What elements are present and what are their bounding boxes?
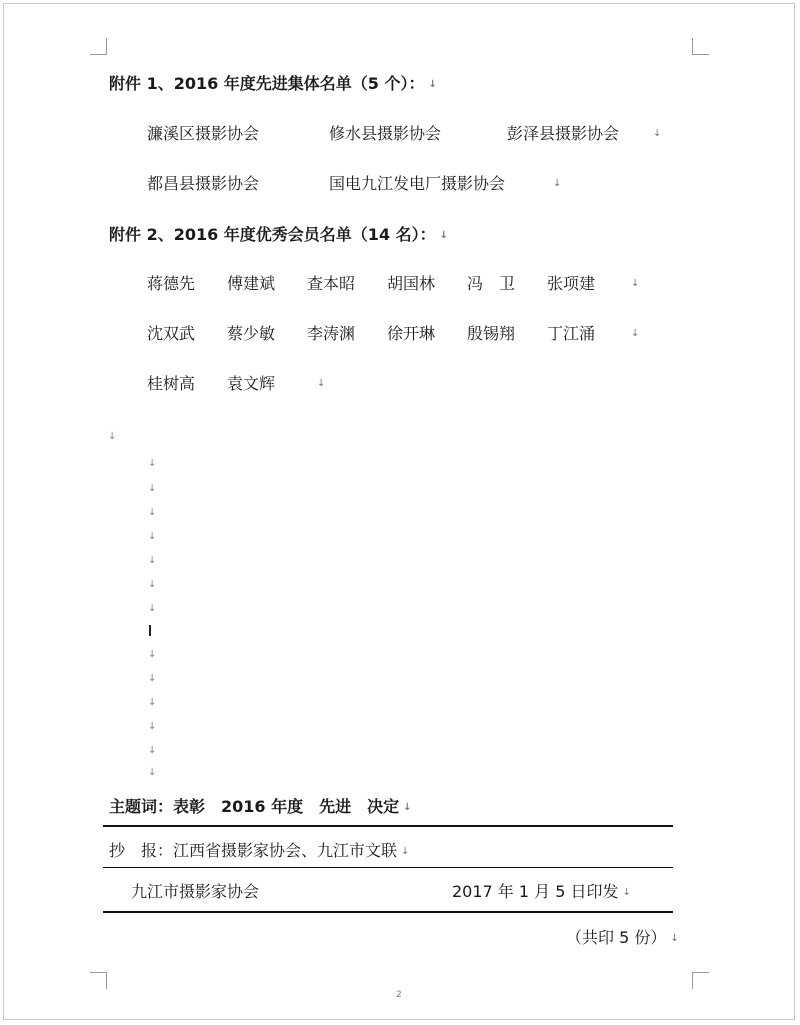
empty-paragraph-mark: ↓ (148, 507, 157, 518)
empty-paragraph-mark: ↓ (148, 579, 157, 590)
member-name: 沈双武 (147, 324, 196, 343)
member-name: 张项建 (547, 274, 596, 293)
keywords-line: 主题词：表彰 2016 年度 先进 决定 ↓ (109, 797, 412, 816)
empty-paragraph-mark: ↓ (108, 431, 117, 442)
empty-paragraph-mark: ↓ (148, 458, 157, 469)
empty-paragraph-mark: ↓ (148, 531, 157, 542)
margin-corner-top-right (692, 38, 709, 55)
empty-paragraph-mark: ↓ (148, 697, 157, 708)
attachment2-heading: 附件 2、2016 年度优秀会员名单（14 名）： ↓ (109, 225, 449, 244)
margin-corner-bottom-right (692, 972, 709, 989)
attachment1-heading: 附件 1、2016 年度先进集体名单（5 个）： ↓ (109, 74, 437, 93)
empty-paragraph-mark: ↓ (148, 673, 157, 684)
member-name: 傅建斌 (227, 274, 276, 293)
member-name: 徐开琳 (387, 324, 436, 343)
group-name: 都昌县摄影协会 (147, 174, 260, 193)
member-name: 桂树高 (147, 374, 196, 393)
document-page: 附件 1、2016 年度先进集体名单（5 个）： ↓ 濂溪区摄影协会 修水县摄影协会 彭泽县摄影协会 ↓ 都昌县摄影协会 国电九江发电厂摄影协会 ↓ 附件 2、2016 年度优秀会员名单（14 名）： ↓ 蒋德先 傅建斌 查本昭 胡国林 冯 卫 张项建 ↓ 沈双武 蔡少敏 李涛渊 徐开琳 殷锡翔 丁江涌 ↓ 桂树高 袁文辉 ↓ ↓ ↓ ↓ ↓ ↓ ↓ ↓ ↓ ↓ ↓ ↓ ↓ ↓ ↓ 主题词：表彰 2016 年度 先进 决定 ↓ 抄 报：江西省摄影家协会、九江市文联 ↓ 九江市摄影家协会 2017 年 1 月 5 日印发 ↓ （共印 5 份） ↓ 2 (0, 0, 800, 1025)
empty-paragraph-mark: ↓ (148, 603, 157, 614)
empty-paragraph-mark: ↓ (148, 745, 157, 756)
empty-paragraph-mark: ↓ (148, 483, 157, 494)
member-name: 冯 卫 (467, 274, 516, 293)
member-name: 蔡少敏 (227, 324, 276, 343)
member-name: 蒋德先 (147, 274, 196, 293)
rule-bottom (103, 911, 673, 913)
copies-line: （共印 5 份） ↓ (566, 928, 679, 947)
cc-line: 抄 报：江西省摄影家协会、九江市文联 ↓ (109, 841, 410, 860)
group-name: 修水县摄影协会 (329, 124, 442, 143)
member-name: 殷锡翔 (467, 324, 516, 343)
issue-date: 2017 年 1 月 5 日印发 (452, 882, 619, 901)
member-name: 袁文辉 (227, 374, 276, 393)
rule-middle (103, 867, 673, 868)
member-name: 李涛渊 (307, 324, 356, 343)
group-name: 濂溪区摄影协会 (147, 124, 260, 143)
member-name: 胡国林 (387, 274, 436, 293)
member-name: 查本昭 (307, 274, 356, 293)
issuer: 九江市摄影家协会 (131, 882, 260, 901)
text-cursor[interactable] (149, 625, 151, 636)
rule-top (103, 825, 673, 827)
margin-corner-top-left (90, 38, 107, 55)
empty-paragraph-mark: ↓ (148, 649, 157, 660)
group-name: 国电九江发电厂摄影协会 (329, 174, 506, 193)
issue-date-line: 2017 年 1 月 5 日印发 ↓ (452, 882, 631, 901)
page-number: 2 (396, 990, 402, 1000)
empty-paragraph-mark: ↓ (148, 721, 157, 732)
member-name: 丁江涌 (547, 324, 596, 343)
empty-paragraph-mark: ↓ (148, 767, 157, 778)
margin-corner-bottom-left (90, 972, 107, 989)
empty-paragraph-mark: ↓ (148, 555, 157, 566)
group-name: 彭泽县摄影协会 (507, 124, 620, 143)
issuer-line (131, 882, 259, 902)
